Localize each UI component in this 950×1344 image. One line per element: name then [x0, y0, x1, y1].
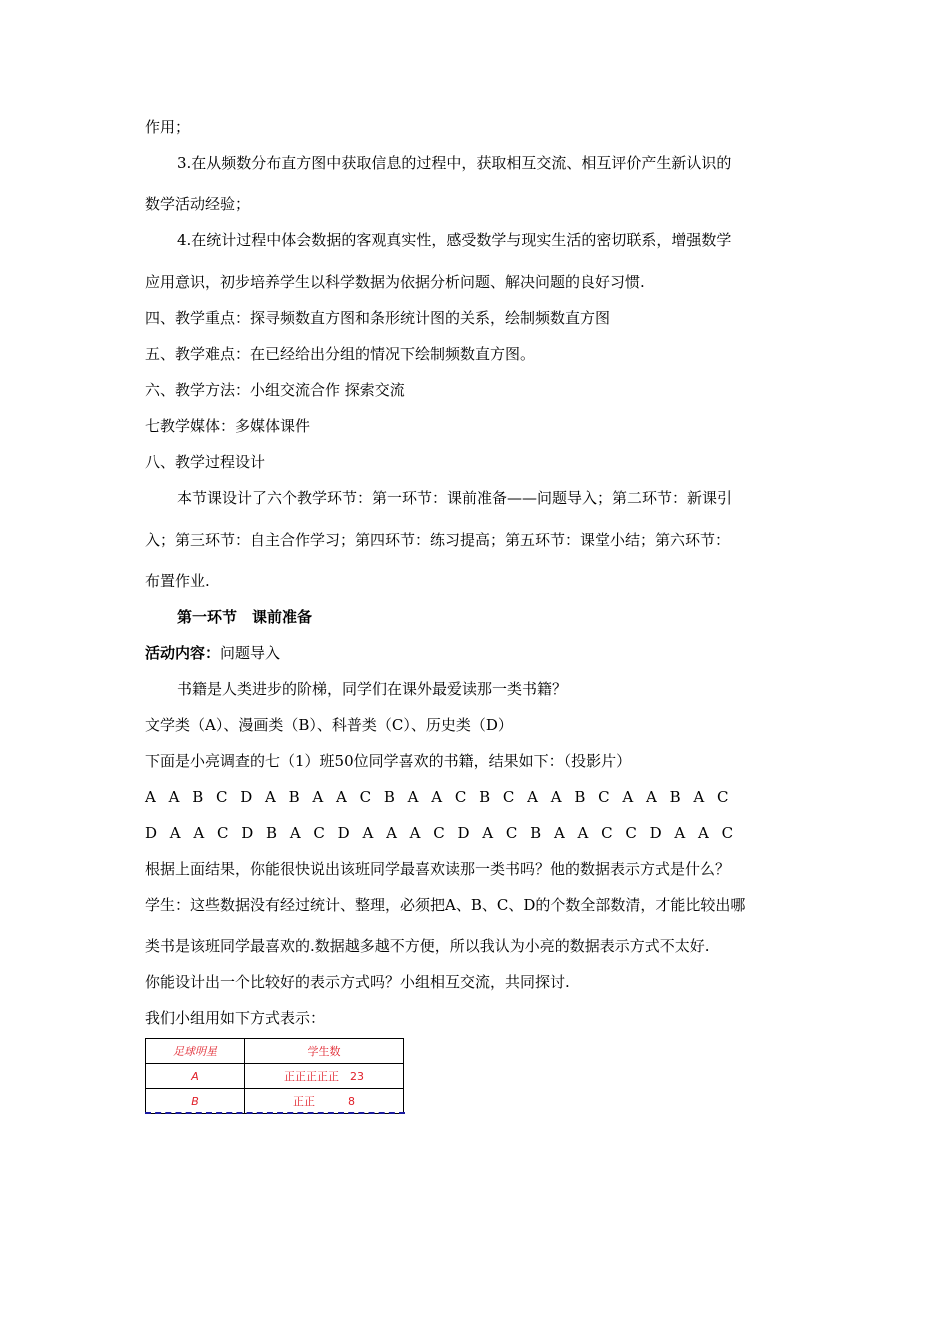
- text-line: 下面是小亮调查的七（1）班50位同学喜欢的书籍，结果如下：（投影片）: [145, 752, 632, 770]
- text-line: 布置作业.: [145, 572, 210, 590]
- text-line: [145, 643, 280, 663]
- text-line: 四、教学重点：探寻频数直方图和条形统计图的关系，绘制频数直方图: [145, 309, 611, 327]
- section-heading: 第一环节 课前准备: [177, 608, 313, 626]
- text-line: 类书是该班同学最喜欢的.数据越多越不方便，所以我认为小亮的数据表示方式不太好.: [145, 937, 710, 955]
- table-header-row: [146, 1039, 404, 1064]
- text-line: 七教学媒体：多媒体课件: [145, 417, 311, 435]
- text-line: 书籍是人类进步的阶梯，同学们在课外最爱读那一类书籍？: [177, 680, 568, 698]
- table-header-cell: 学生数: [245, 1039, 404, 1064]
- text-line: 五、教学难点：在已经给出分组的情况下绘制频数直方图。: [145, 345, 536, 363]
- data-sequence-line: A A B C D A B A A C B A A C B C A A B C A A B A C: [145, 788, 733, 806]
- text-line: 入；第三环节：自主合作学习；第四环节：练习提高；第五环节：课堂小结；第六环节：: [145, 531, 731, 549]
- activity-value: 问题导入: [220, 644, 281, 662]
- text-line: 3.在从频数分布直方图中获取信息的过程中，获取相互交流、相互评价产生新认识的: [177, 154, 732, 172]
- text-line: 八、教学过程设计: [145, 453, 266, 471]
- text-line: 文学类（A）、漫画类（B）、科普类（C）、历史类（D）: [145, 716, 513, 734]
- text-line: 数学活动经验；: [145, 195, 251, 213]
- text-line: 本节课设计了六个教学环节：第一环节：课前准备——问题导入；第二环节：新课引: [177, 489, 733, 507]
- table-cell: 正正正正正 23: [245, 1064, 404, 1089]
- table-row: [146, 1089, 404, 1114]
- tally-table: [145, 1038, 404, 1114]
- table-cell: 正正 8: [245, 1089, 404, 1114]
- text-line: 应用意识，初步培养学生以科学数据为依据分析问题、解决问题的良好习惯.: [145, 273, 645, 291]
- activity-label: 活动内容：: [145, 644, 221, 662]
- text-line: 我们小组用如下方式表示：: [145, 1009, 326, 1027]
- table-continuation-divider: [145, 1112, 405, 1114]
- text-line: 根据上面结果，你能很快说出该班同学最喜欢读那一类书吗？他的数据表示方式是什么？: [145, 860, 731, 878]
- text-line: 六、教学方法：小组交流合作 探索交流: [145, 381, 405, 399]
- text-line: 作用；: [145, 118, 191, 136]
- table-cell: B: [146, 1089, 245, 1114]
- table-row: [146, 1064, 404, 1089]
- text-line: 学生：这些数据没有经过统计、整理，必须把A、B、C、D的个数全部数清，才能比较出哪: [145, 896, 746, 914]
- table-cell: A: [146, 1064, 245, 1089]
- text-line: 你能设计出一个比较好的表示方式吗？小组相互交流，共同探讨.: [145, 973, 570, 991]
- data-sequence-line: D A A C D B A C D A A A C D A C B A A C C D A A C: [145, 824, 738, 842]
- table-header-cell: 足球明星: [146, 1039, 245, 1064]
- text-line: 4.在统计过程中体会数据的客观真实性，感受数学与现实生活的密切联系，增强数学: [177, 231, 732, 249]
